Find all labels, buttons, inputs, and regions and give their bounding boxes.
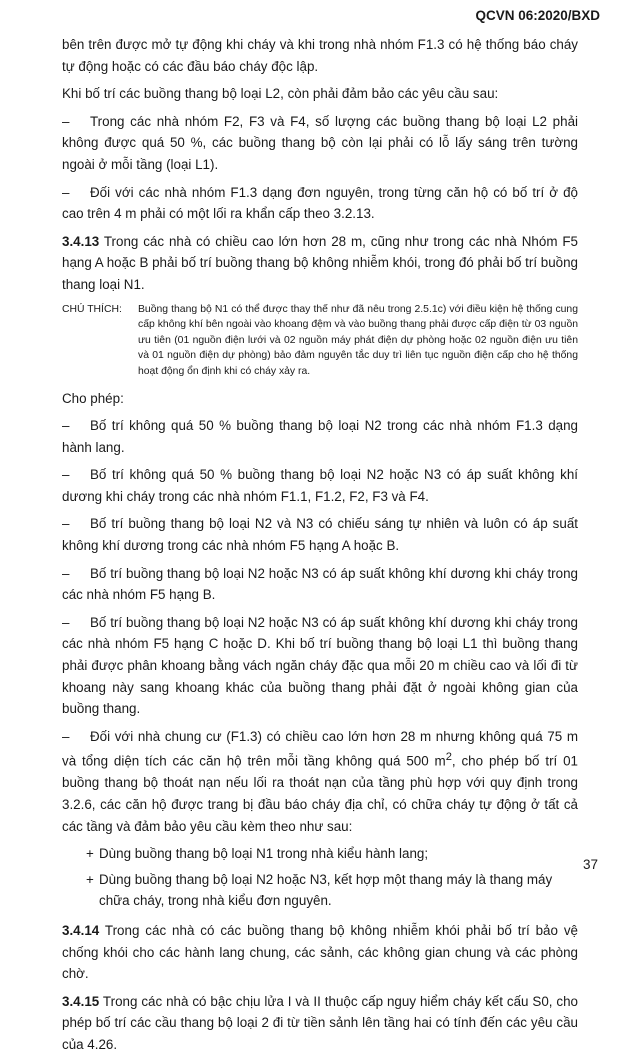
list-item [62, 612, 578, 720]
paragraph: bên trên được mở tự động khi cháy và khi trong nhà nhóm F1.3 có hệ thống báo cháy tự động hoặc có các đầu báo cháy độc lập. [62, 37, 578, 74]
list-item-text: Bố trí buồng thang bộ loại N2 hoặc N3 có áp suất không khí dương khi cháy trong các nhà nhóm F5 hạng C hoặc D. Khi bố trí buồng thang bộ loại L1 thì buồng thang phải được phân khoang bằng vách ngăn cháy đặc qua mỗi 20 m chiều cao và lối đi từ khoang này sang khoang khác của buồng thang phải đặt ở ngoài không gian của buồng thang. [62, 614, 578, 717]
list-item-text: Đối với các nhà nhóm F1.3 dạng đơn nguyên, trong từng căn hộ có bố trí ở độ cao trên 4 m phải có một lối ra khẩn cấp theo 3.2.13. [62, 184, 578, 222]
list-item-text: , cho phép bố trí 01 buồng thang bộ thoát nạn nếu lối ra thoát nạn của tầng phù hợp với quy định trong 3.2.6, các căn hộ được trang bị đầu báo cháy địa chỉ, có chữa cháy tự động ở tất cả các tầng và đảm bảo yêu cầu kèm theo như sau: [62, 753, 579, 834]
dash-bullet: – [62, 516, 70, 532]
list-item [62, 415, 578, 458]
list-item [62, 513, 578, 556]
paragraph: Cho phép: [62, 390, 124, 406]
dash-bullet: – [62, 467, 70, 483]
dash-bullet: – [62, 728, 70, 744]
list-item-text: Trong các nhà nhóm F2, F3 và F4, số lượng các buồng thang bộ loại L2 phải không được quá 50 %, các buồng thang bộ còn lại phải có lỗ lấy sáng trên tường ngoài ở mỗi tầng (loại L1). [62, 113, 578, 172]
document-code-header: QCVN 06:2020/BXD [475, 8, 600, 23]
section-3-4-14 [62, 920, 578, 985]
page-number: 37 [582, 857, 598, 872]
page-body [62, 34, 578, 1062]
list-item [62, 182, 578, 225]
dash-bullet: – [62, 113, 70, 129]
dash-bullet: – [62, 565, 70, 581]
list-item-text: Bố trí không quá 50 % buồng thang bộ loại N2 trong các nhà nhóm F1.3 dạng hành lang. [62, 418, 578, 455]
note-text: Buồng thang bộ N1 có thể được thay thế như đã nêu trong 2.5.1c) với điều kiện hệ thống cung cấp không khí bên ngoài vào khoang đệm và vào buồng thang phải được cấp điện từ 03 nguồn ưu tiên (01 nguồn điện lưới và 02 nguồn máy phát điện dự phòng hoặc 02 nguồn điện ưu tiên và 01 nguồn điện dự phòng) bảo đảm nguyên tắc duy trì liên tục nguồn điện cấp cho hệ thống hoạt động ổn định khi có cháy xảy ra. [138, 303, 578, 377]
section-number: 3.4.14 [62, 923, 100, 939]
dash-bullet: – [62, 614, 70, 630]
plus-bullet: + [86, 846, 94, 862]
list-item-text: Bố trí buồng thang bộ loại N2 hoặc N3 có áp suất không khí dương khi cháy trong các nhà nhóm F5 hạng B. [62, 565, 578, 603]
superscript: 2 [445, 751, 452, 764]
sub-list-item [62, 843, 578, 865]
list-item [62, 563, 578, 606]
dash-bullet: – [62, 184, 70, 200]
paragraph: Khi bố trí các buồng thang bộ loại L2, còn phải đảm bảo các yêu cầu sau: [62, 86, 499, 102]
list-item [62, 464, 578, 507]
section-3-4-15 [62, 991, 578, 1056]
list-item-text: Bố trí không quá 50 % buồng thang bộ loại N2 hoặc N3 có áp suất không khí dương khi cháy trong các nhà nhóm F1.1, F1.2, F2, F3 và F4. [62, 467, 578, 504]
sub-list-item-text: Dùng buồng thang bộ loại N2 hoặc N3, kết hợp một thang máy là thang máy chữa cháy, trong nhà kiểu đơn nguyên. [99, 871, 553, 909]
list-item [62, 726, 578, 837]
section-text: Trong các nhà có chiều cao lớn hơn 28 m, cũng như trong các nhà Nhóm F5 hạng A hoặc B phải bố trí buồng thang bộ không nhiễm khói, trong đó phải bố trí buồng thang loại N1. [62, 233, 578, 292]
section-3-4-13 [62, 231, 578, 296]
list-item-text: Đối với nhà chung cư (F1.3) có chiều cao lớn hơn 28 m nhưng không quá 75 m và tổng diện tích các căn hộ trên mỗi tầng không quá 500 m [62, 728, 578, 769]
section-number: 3.4.13 [62, 233, 100, 249]
section-text: Trong các nhà có các buồng thang bộ không nhiễm khói phải bố trí bảo vệ chống khói cho các hành lang chung, các sảnh, các không gian chung và các phòng chờ. [62, 923, 578, 982]
section-text: Trong các nhà có bậc chịu lửa I và II thuộc cấp nguy hiểm cháy kết cấu S0, cho phép bố trí các cầu thang bộ loại 2 đi từ tiền sảnh lên tầng hai có tính đến các yêu cầu của 4.26. [62, 993, 578, 1052]
section-number: 3.4.15 [62, 993, 100, 1009]
note-label: CHÚ THÍCH: [62, 303, 122, 315]
plus-bullet: + [86, 871, 94, 887]
note [62, 302, 578, 380]
list-item-text: Bố trí buồng thang bộ loại N2 và N3 có chiếu sáng tự nhiên và luôn có áp suất không khí dương trong các nhà nhóm F5 hạng A hoặc B. [62, 516, 578, 554]
dash-bullet: – [62, 418, 70, 434]
list-item [62, 111, 578, 176]
sub-list-item-text: Dùng buồng thang bộ loại N1 trong nhà kiểu hành lang; [99, 846, 429, 862]
sub-list-item [62, 869, 578, 912]
